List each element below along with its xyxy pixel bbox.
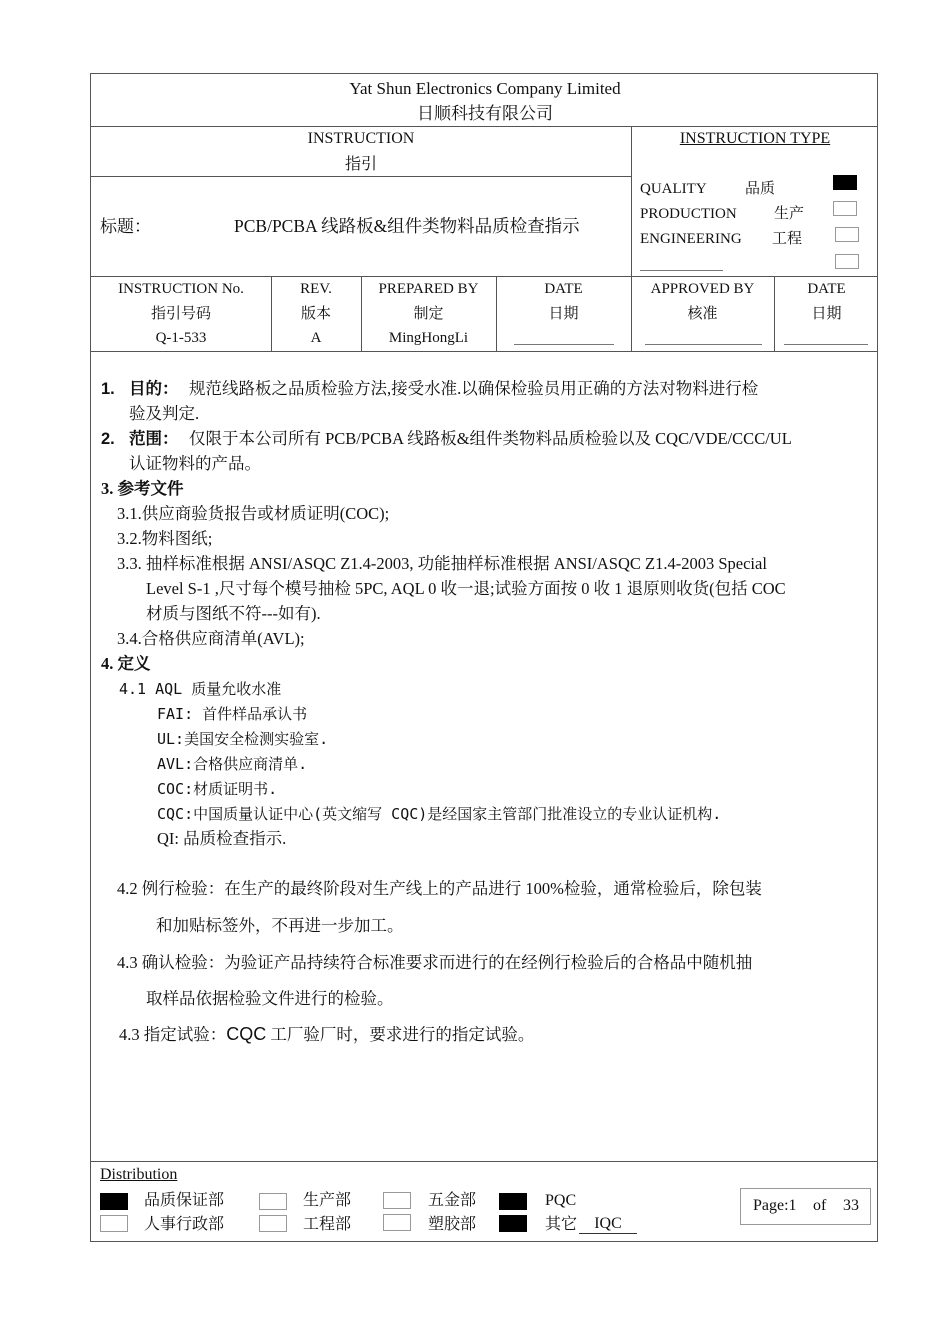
instruction-label-en: INSTRUCTION (307, 130, 415, 147)
dept-production-checkbox[interactable] (259, 1193, 287, 1210)
date-header-cn: 日期 (548, 306, 579, 322)
approval-date-header-en: DATE (807, 281, 846, 297)
divider (91, 276, 877, 277)
dept-quality-label: 品质保证部 (144, 1192, 225, 1209)
section-3-2: 3.2.物料图纸; (117, 529, 213, 548)
dept-other-label: 其它 (545, 1216, 578, 1233)
section-4-3b-rest: 工厂验厂时，要求进行的指定试验。 (266, 1025, 535, 1044)
section-4-3b-cqc: CQC (226, 1024, 267, 1044)
divider (91, 1161, 877, 1162)
definition-avl: AVL:合格供应商清单. (157, 755, 308, 773)
dept-hardware-label: 五金部 (428, 1192, 477, 1209)
page-total: 33 (843, 1197, 859, 1214)
dept-other-value: IQC (579, 1215, 637, 1234)
rev-header-en: REV. (300, 281, 332, 297)
definition-coc: COC:材质证明书. (157, 780, 278, 798)
section-1-text-cont: 验及判定. (129, 404, 200, 423)
dept-other-checkbox[interactable] (499, 1215, 527, 1232)
definition-qi: QI: 品质检查指示. (157, 829, 287, 848)
definition-fai: FAI: 首件样品承认书 (157, 705, 308, 723)
type-other-blank (640, 270, 723, 271)
dept-pqc-label: PQC (545, 1192, 577, 1209)
section-3-heading: 3. 参考文件 (101, 479, 184, 498)
prepared-by-header-en: PREPARED BY (378, 281, 479, 297)
dept-engineering-checkbox[interactable] (259, 1215, 287, 1232)
dept-engineering-label: 工程部 (303, 1216, 352, 1233)
type-quality-cn: 品质 (745, 181, 776, 197)
dept-hardware-checkbox[interactable] (383, 1192, 411, 1209)
date-header-en: DATE (544, 281, 583, 297)
dept-plastics-checkbox[interactable] (383, 1214, 411, 1231)
rev-header-cn: 版本 (300, 306, 331, 322)
section-3-3-cont2: 材质与图纸不符---如有). (146, 604, 321, 623)
dept-plastics-label: 塑胶部 (428, 1216, 477, 1233)
approval-date-header-cn: 日期 (811, 306, 842, 322)
definition-cqc: CQC:中国质量认证中心(英文缩写 CQC)是经国家主管部门批准设立的专业认证机构. (157, 805, 722, 823)
approved-by-header-en: APPROVED BY (650, 281, 755, 297)
divider (91, 176, 631, 177)
approval-date-blank (784, 344, 868, 345)
definition-ul: UL:美国安全检测实验室. (157, 730, 329, 748)
type-production-checkbox[interactable] (833, 201, 857, 216)
document-frame (90, 73, 878, 1242)
instruction-label-cn: 指引 (344, 156, 377, 173)
type-quality-checkbox[interactable] (833, 175, 857, 190)
section-4-3-cont: 取样品依据检验文件进行的检验。 (146, 989, 394, 1008)
page-number-box (740, 1188, 871, 1225)
divider (91, 351, 877, 352)
section-2-heading: 范围： (129, 429, 179, 448)
rev-value: A (310, 330, 322, 346)
divider (91, 126, 877, 127)
type-other-checkbox[interactable] (835, 254, 859, 269)
instruction-no-header-en: INSTRUCTION No. (118, 281, 244, 297)
section-1-text: 规范线路板之品质检验方法,接受水准.以确保检验员用正确的方法对物料进行检 (189, 379, 759, 398)
type-engineering-checkbox[interactable] (835, 227, 859, 242)
section-2-text: 仅限于本公司所有 PCB/PCBA 线路板&组件类物料品质检验以及 CQC/VDE/CCC/UL (189, 429, 792, 448)
dept-quality-checkbox[interactable] (100, 1193, 128, 1210)
prepared-by-value: MingHongLi (388, 330, 469, 346)
section-3-4: 3.4.合格供应商清单(AVL); (117, 629, 305, 648)
instruction-no-value: Q-1-533 (155, 330, 207, 346)
dept-production-label: 生产部 (303, 1192, 352, 1209)
section-4-3: 4.3 确认检验：为验证产品持续符合标准要求而进行的在经例行检验后的合格品中随机抽 (117, 953, 753, 972)
section-4-3b-prefix: 4.3 指定试验： (119, 1025, 227, 1044)
title-label: 标题： (100, 217, 151, 236)
type-engineering-en: ENGINEERING (640, 231, 742, 247)
type-quality-en: QUALITY (640, 181, 707, 197)
section-1-number: 1. (101, 380, 115, 398)
section-1-heading: 目的： (129, 379, 179, 398)
section-4-1: 4.1 AQL 质量允收水准 (119, 680, 282, 698)
section-2-text-cont: 认证物料的产品。 (129, 454, 261, 473)
section-3-3: 3.3. 抽样标准根据 ANSI/ASQC Z1.4-2003, 功能抽样标准根据 ANSI/ASQC Z1.4-2003 Special (117, 554, 767, 573)
section-4-2: 4.2 例行检验：在生产的最终阶段对生产线上的产品进行 100%检验，通常检验后，除包装 (117, 879, 762, 898)
dept-hr-checkbox[interactable] (100, 1215, 128, 1232)
page-of-label: of (813, 1197, 827, 1214)
prepared-by-header-cn: 制定 (413, 306, 444, 322)
section-4-heading: 4. 定义 (101, 654, 151, 673)
approved-by-blank (645, 344, 762, 345)
type-production-cn: 生产 (774, 206, 805, 222)
section-3-1: 3.1.供应商验货报告或材质证明(COC); (117, 504, 390, 523)
approved-by-header-cn: 核准 (687, 306, 718, 322)
section-3-3-cont: Level S-1 ,尺寸每个模号抽检 5PC, AQL 0 收一退;试验方面按 0 收 1 退原则收货(包括 COC (146, 579, 786, 598)
distribution-label: Distribution (100, 1166, 178, 1183)
company-name-en: Yat Shun Electronics Company Limited (349, 79, 621, 98)
instruction-no-header-cn: 指引号码 (150, 306, 211, 322)
type-engineering-cn: 工程 (772, 231, 803, 247)
document-title: PCB/PCBA 线路板&组件类物料品质检查指示 (234, 216, 580, 236)
dept-pqc-checkbox[interactable] (499, 1193, 527, 1210)
section-2-number: 2. (101, 430, 115, 448)
instruction-type-title: INSTRUCTION TYPE (679, 130, 831, 147)
date-blank (514, 344, 614, 345)
type-production-en: PRODUCTION (640, 206, 737, 222)
section-4-3b (119, 1024, 534, 1045)
section-4-2-cont: 和加贴标签外，不再进一步加工。 (156, 916, 404, 935)
company-name-cn: 日顺科技有限公司 (417, 104, 553, 123)
dept-hr-label: 人事行政部 (144, 1216, 225, 1233)
page-label: Page:1 (753, 1197, 797, 1214)
